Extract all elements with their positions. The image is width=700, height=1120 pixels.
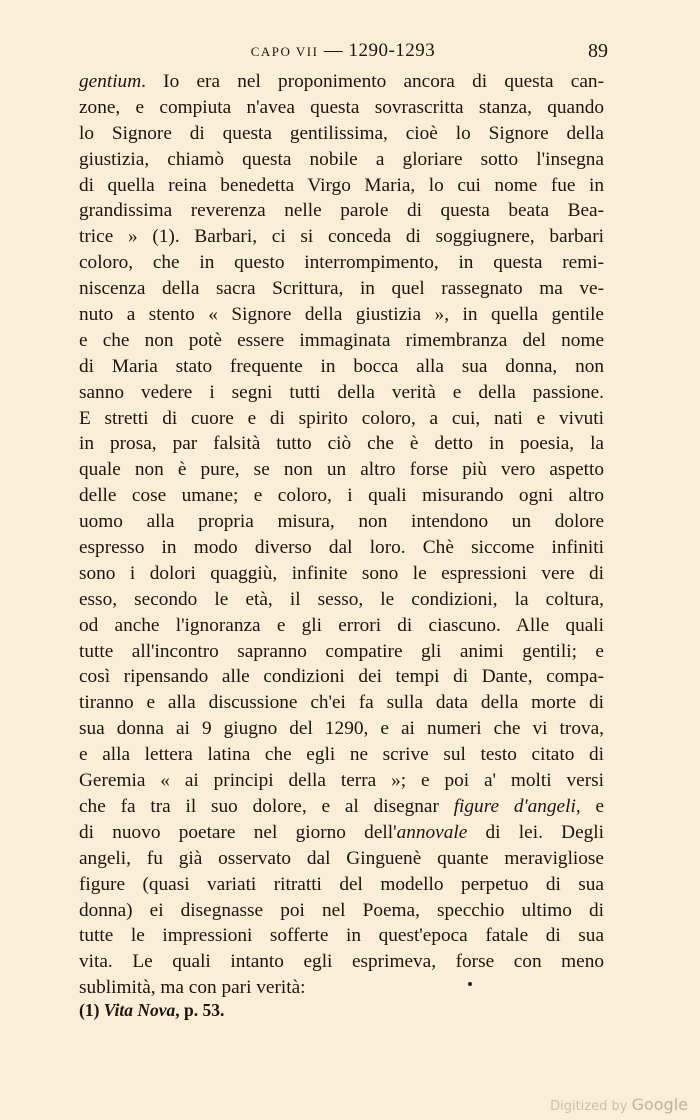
italic-phrase: gentium — [79, 71, 142, 92]
line-segment: sublimità, ma con pari verità: — [79, 977, 306, 999]
line-segment: . Io era nel proponimento ancora di questa can- — [141, 71, 604, 92]
line-segment: niscenza della sacra Scrittura, in quel rassegnato ma ve- — [79, 278, 604, 300]
line-segment: tutte le impressioni sofferte in quest'epoca fatale di sua — [79, 925, 604, 947]
line-segment: grandissima reverenza nelle parole di questa beata Bea- — [79, 200, 604, 222]
text-line — [79, 768, 604, 794]
text-line — [79, 276, 604, 302]
text-line — [79, 820, 604, 846]
line-segment: Geremia « ai principi della terra »; e poi a' molti versi — [79, 770, 604, 792]
footnote-ref: , p. 53. — [175, 1000, 225, 1020]
text-line — [79, 949, 604, 975]
ink-dot — [468, 982, 472, 986]
text-line — [79, 587, 604, 613]
line-segment: e alla lettera latina che egli ne scrive sul testo citato di — [79, 744, 604, 766]
text-line — [79, 716, 604, 742]
text-line — [79, 846, 604, 872]
header-dash: — — [318, 40, 349, 61]
text-line — [79, 380, 604, 406]
line-segment: E stretti di cuore e di spirito coloro, a cui, nati e vivuti — [79, 407, 604, 429]
text-line — [79, 198, 604, 224]
text-line — [79, 224, 604, 250]
italic-phrase: figure d'angeli — [453, 795, 576, 817]
watermark — [550, 1095, 688, 1114]
line-segment: coloro, che in questo interrompimento, in questa remi- — [79, 252, 604, 274]
text-line — [79, 121, 604, 147]
text-line — [79, 354, 604, 380]
text-line — [79, 483, 604, 509]
line-segment: uomo alla propria misura, non intendono un dolore — [79, 511, 604, 533]
line-segment: tiranno e alla discussione ch'ei fa sulla data della morte di — [79, 692, 604, 714]
line-segment: sanno vedere i segni tutti della verità e della passione. — [79, 381, 604, 403]
text-line — [79, 561, 604, 587]
text-line — [79, 406, 604, 432]
line-segment: vita. Le quali intanto egli esprimeva, forse con meno — [79, 951, 604, 973]
text-line — [79, 898, 604, 924]
body-text — [79, 69, 604, 1001]
running-head — [78, 40, 608, 62]
line-segment: trice » (1). Barbari, ci si conceda di soggiugnere, barbari — [79, 226, 604, 248]
line-segment: tutte all'incontro sapranno compatire gli animi gentili; e — [79, 640, 604, 662]
line-segment: espresso in modo diverso dal loro. Chè siccome infiniti — [79, 537, 604, 559]
text-line — [79, 975, 604, 1001]
line-segment: , e — [575, 795, 604, 817]
line-segment: di nuovo poetare nel giorno dell' — [79, 821, 397, 843]
line-segment: e che non potè essere immaginata rimembranza del nome — [79, 329, 604, 351]
text-line — [79, 639, 604, 665]
footnote-marker: (1) — [79, 1000, 104, 1020]
footnote-title: Vita Nova — [103, 1000, 176, 1020]
line-segment: nuto a stento « Signore della giustizia », in quella gentile — [79, 304, 604, 326]
text-line — [79, 95, 604, 121]
footnote — [79, 1000, 224, 1021]
line-segment: sono i dolori quaggiù, infinite sono le espressioni vere di — [79, 562, 604, 584]
line-segment: sua donna ai 9 giugno del 1290, e ai numeri che vi trova, — [79, 718, 604, 740]
italic-phrase: annovale — [396, 821, 468, 843]
text-line — [79, 302, 604, 328]
text-line — [79, 509, 604, 535]
text-line — [79, 664, 604, 690]
header-years: 1290-1293 — [348, 40, 436, 61]
text-line — [79, 431, 604, 457]
text-line — [79, 250, 604, 276]
text-line — [79, 613, 604, 639]
line-segment: così ripensando alle condizioni dei tempi di Dante, compa- — [79, 666, 604, 688]
line-segment: donna) ei disegnasse poi nel Poema, specchio ultimo di — [79, 899, 604, 921]
text-line — [79, 535, 604, 561]
line-segment: lo Signore di questa gentilissima, cioè lo Signore della — [79, 122, 604, 144]
text-line — [79, 872, 604, 898]
line-segment: quale non è pure, se non un altro forse più vero aspetto — [79, 459, 604, 481]
text-line — [79, 147, 604, 173]
line-segment: zone, e compiuta n'avea questa sovrascritta stanza, quando — [79, 96, 604, 118]
line-segment: di Maria stato frequente in bocca alla sua donna, non — [79, 355, 604, 377]
line-segment: di quella reina benedetta Virgo Maria, lo cui nome fue in — [79, 174, 604, 196]
line-segment: delle cose umane; e coloro, i quali misurando ogni altro — [79, 485, 604, 507]
line-segment: od anche l'ignoranza e gli errori di ciascuno. Alle quali — [79, 614, 604, 636]
page-number: 89 — [588, 40, 608, 62]
text-line — [79, 742, 604, 768]
text-line — [79, 794, 604, 820]
watermark-brand: Google — [631, 1095, 688, 1114]
text-line — [79, 173, 604, 199]
line-segment: in prosa, par falsità tutto ciò che è detto in poesia, la — [79, 433, 604, 455]
text-line — [79, 457, 604, 483]
text-line — [79, 69, 604, 95]
text-line — [79, 923, 604, 949]
text-line — [79, 690, 604, 716]
watermark-prefix: Digitized by — [550, 1099, 632, 1114]
chapter-label: CAPO VII — [250, 44, 319, 59]
line-segment: giustizia, chiamò questa nobile a gloriare sotto l'insegna — [79, 148, 604, 170]
text-line — [79, 328, 604, 354]
line-segment: che fa tra il suo dolore, e al disegnar — [79, 795, 454, 817]
line-segment: di lei. Degli — [467, 821, 605, 843]
page-header — [78, 38, 608, 68]
line-segment: figure (quasi variati ritratti del modello perpetuo di sua — [79, 873, 604, 895]
line-segment: esso, secondo le età, il sesso, le condizioni, la coltura, — [79, 588, 604, 610]
line-segment: angeli, fu già osservato dal Ginguenè quante meravigliose — [79, 847, 604, 869]
